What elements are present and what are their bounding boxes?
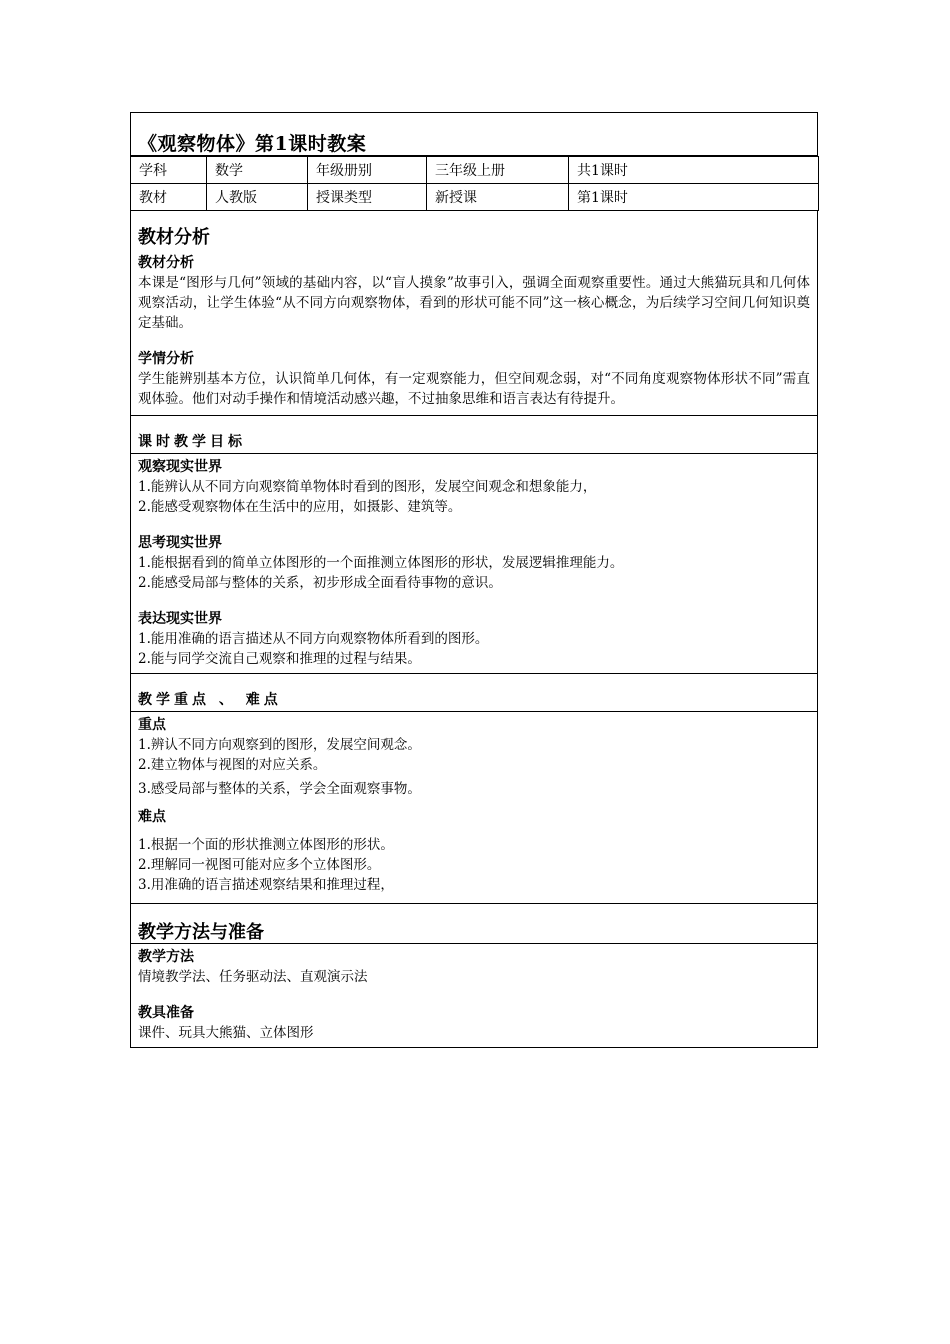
lesson-plan-sheet (130, 112, 818, 1048)
difficulty-item: 2.理解同一视图可能对应多个立体图形。 (138, 857, 381, 873)
difficulty-item: 3.用准确的语言描述观察结果和推理过程， (138, 877, 394, 893)
prep-text: 课件、玩具大熊猫、立体图形 (138, 1025, 314, 1041)
info-table (130, 156, 819, 211)
goals-heading: 课时教学目标 (130, 416, 818, 454)
key-item: 2.建立物体与视图的对应关系。 (138, 757, 327, 773)
info-cell: 年级册别 (308, 157, 427, 184)
analysis-section (130, 251, 818, 416)
info-cell: 学科 (131, 157, 207, 184)
goals-section (130, 454, 818, 674)
key-item: 3.感受局部与整体的关系，学会全面观察事物。 (138, 781, 421, 797)
prep-title: 教具准备 (138, 1005, 194, 1021)
goal-item: 2.能感受局部与整体的关系，初步形成全面看待事物的意识。 (138, 575, 502, 591)
goal-express-title: 表达现实世界 (138, 611, 222, 627)
student-analysis-text: 学生能辨别基本方位，认识简单几何体，有一定观察能力，但空间观念弱，对“不同角度观察物体形状不同”需直观体验。他们对动手操作和情境活动感兴趣，不过抽象思维和语言表达有待提升。 (138, 371, 810, 407)
key-item: 1.辨认不同方向观察到的图形，发展空间观念。 (138, 737, 421, 753)
goal-item: 2.能与同学交流自己观察和推理的过程与结果。 (138, 651, 421, 667)
info-cell: 人教版 (207, 184, 308, 211)
goal-item: 1.能辨认从不同方向观察简单物体时看到的图形，发展空间观念和想象能力， (138, 479, 597, 495)
student-analysis-title: 学情分析 (138, 351, 194, 367)
info-cell: 第1课时 (569, 184, 819, 211)
info-row-subject (131, 157, 819, 184)
goal-think-title: 思考现实世界 (138, 535, 222, 551)
textbook-analysis-text: 本课是“图形与几何”领域的基础内容，以“盲人摸象”故事引入，强调全面观察重要性。通过大熊猫玩具和几何体观察活动，让学生体验“从不同方向观察物体，看到的形状可能不同”这一核心概念，为后续学习空间几何知识奠定基础。 (138, 275, 810, 331)
method-title: 教学方法 (138, 949, 194, 965)
lesson-title: 《观察物体》第1课时教案 (130, 112, 818, 156)
goal-item: 1.能根据看到的简单立体图形的一个面推测立体图形的形状，发展逻辑推理能力。 (138, 555, 624, 571)
info-cell: 新授课 (427, 184, 569, 211)
goal-item: 2.能感受观察物体在生活中的应用，如摄影、建筑等。 (138, 499, 462, 515)
analysis-heading: 教材分析 (130, 211, 818, 251)
goal-item: 1.能用准确的语言描述从不同方向观察物体所看到的图形。 (138, 631, 489, 647)
info-cell: 共1课时 (569, 157, 819, 184)
difficulty-item: 1.根据一个面的形状推测立体图形的形状。 (138, 837, 394, 853)
info-cell: 数学 (207, 157, 308, 184)
info-cell: 三年级上册 (427, 157, 569, 184)
methods-heading: 教学方法与准备 (130, 904, 818, 944)
info-cell: 教材 (131, 184, 207, 211)
goal-observe-title: 观察现实世界 (138, 459, 222, 475)
textbook-analysis-title: 教材分析 (138, 255, 194, 271)
info-row-textbook (131, 184, 819, 211)
keypoints-heading: 教学重点 、 难点 (130, 674, 818, 712)
info-cell: 授课类型 (308, 184, 427, 211)
method-text: 情境教学法、任务驱动法、直观演示法 (138, 969, 368, 985)
methods-section (130, 944, 818, 1048)
key-title: 重点 (138, 717, 166, 733)
keypoints-section (130, 712, 818, 904)
difficulty-title: 难点 (138, 809, 166, 825)
